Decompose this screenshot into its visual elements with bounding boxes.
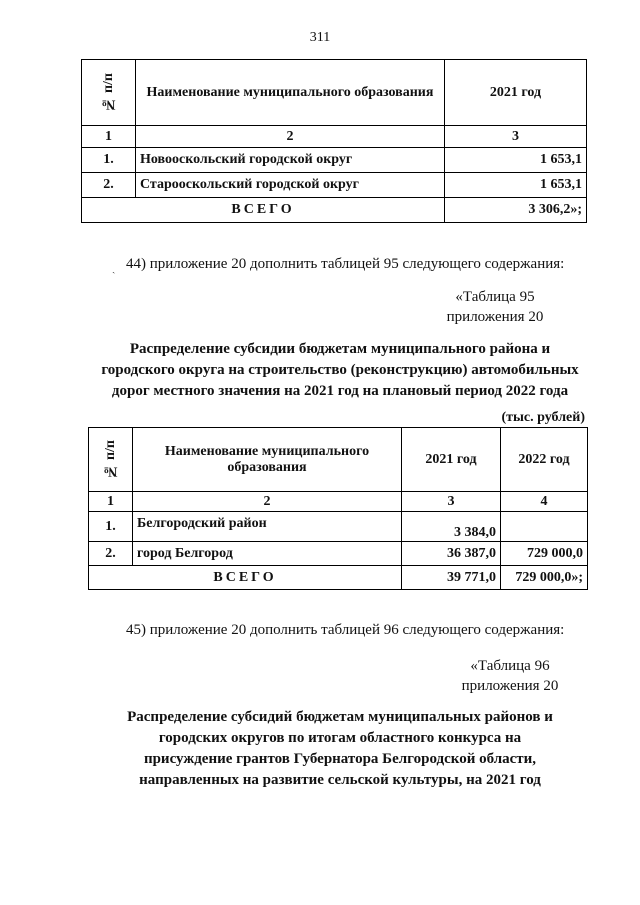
heading-line: присуждение грантов Губернатора Белгородской области, <box>143 751 537 767</box>
row-name: Белгородский район <box>133 512 402 542</box>
header-name: Наименование муниципального образования <box>136 60 445 126</box>
index-cell: 2 <box>136 126 445 148</box>
index-cell: 1 <box>82 126 136 148</box>
header-num: № п/п <box>89 428 133 492</box>
heading-line: городских округов по итогам областного конкурса на <box>158 730 522 746</box>
row-num: 2. <box>89 542 133 566</box>
row-num: 1. <box>82 148 136 173</box>
table-2-header-row <box>89 428 588 492</box>
total-value-2021: 39 771,0 <box>402 566 501 590</box>
header-2021: 2021 год <box>445 60 587 126</box>
total-label: ВСЕГО <box>89 566 402 590</box>
units-label: (тыс. рублей) <box>501 410 585 425</box>
table-2-index-row <box>89 492 588 512</box>
table-95-reference <box>435 287 555 327</box>
row-name: Старооскольский городской округ <box>136 173 445 198</box>
scan-mark: ˏ <box>112 263 116 274</box>
header-2021: 2021 год <box>402 428 501 492</box>
paragraph-45: 45) приложение 20 дополнить таблицей 96 следующего содержания: <box>126 622 565 638</box>
total-value-2022: 729 000,0»; <box>501 566 588 590</box>
heading-line: Распределение субсидии бюджетам муниципального района и <box>129 341 551 357</box>
table-2 <box>88 427 588 590</box>
table-1 <box>81 59 587 223</box>
header-2022: 2022 год <box>501 428 588 492</box>
heading-table-96 <box>80 707 600 791</box>
table-1-index-row <box>82 126 587 148</box>
paragraph-44: 44) приложение 20 дополнить таблицей 95 следующего содержания: <box>126 256 565 272</box>
index-cell: 2 <box>133 492 402 512</box>
heading-line: направленных на развитие сельской культуры, на 2021 год <box>139 772 541 788</box>
index-cell: 3 <box>445 126 587 148</box>
row-value-2021: 1 653,1 <box>445 173 587 198</box>
table-row <box>89 512 588 542</box>
row-value-2021: 3 384,0 <box>402 512 501 542</box>
row-value-2021: 36 387,0 <box>402 542 501 566</box>
table-row <box>82 173 587 198</box>
header-num: № п/п <box>82 60 136 126</box>
heading-line: Распределение субсидий бюджетам муниципальных районов и <box>127 709 553 725</box>
row-value-2022: 729 000,0 <box>501 542 588 566</box>
row-value-2022 <box>501 512 588 542</box>
index-cell: 1 <box>89 492 133 512</box>
table-2-total-row <box>89 566 588 590</box>
row-num: 1. <box>89 512 133 542</box>
row-name: Новооскольский городской округ <box>136 148 445 173</box>
row-value-2021: 1 653,1 <box>445 148 587 173</box>
table-row <box>82 148 587 173</box>
heading-table-95 <box>80 339 600 402</box>
page-number: 311 <box>309 30 331 45</box>
index-cell: 3 <box>402 492 501 512</box>
row-num: 2. <box>82 173 136 198</box>
table-95-appendix: приложения 20 <box>446 309 544 325</box>
table-row <box>89 542 588 566</box>
row-name: город Белгород <box>133 542 402 566</box>
table-1-total-row <box>82 198 587 223</box>
total-label: ВСЕГО <box>82 198 445 223</box>
table-96-reference <box>455 656 565 696</box>
table-96-appendix: приложения 20 <box>461 678 559 694</box>
header-name: Наименование муниципального образования <box>133 428 402 492</box>
table-1-header-row <box>82 60 587 126</box>
heading-line: городского округа на строительство (реконструкцию) автомобильных <box>101 362 579 378</box>
total-value-2021: 3 306,2»; <box>445 198 587 223</box>
heading-line: дорог местного значения на 2021 год на плановый период 2022 года <box>111 383 569 399</box>
index-cell: 4 <box>501 492 588 512</box>
table-96-label: «Таблица 96 <box>470 658 550 674</box>
table-95-label: «Таблица 95 <box>455 289 535 305</box>
